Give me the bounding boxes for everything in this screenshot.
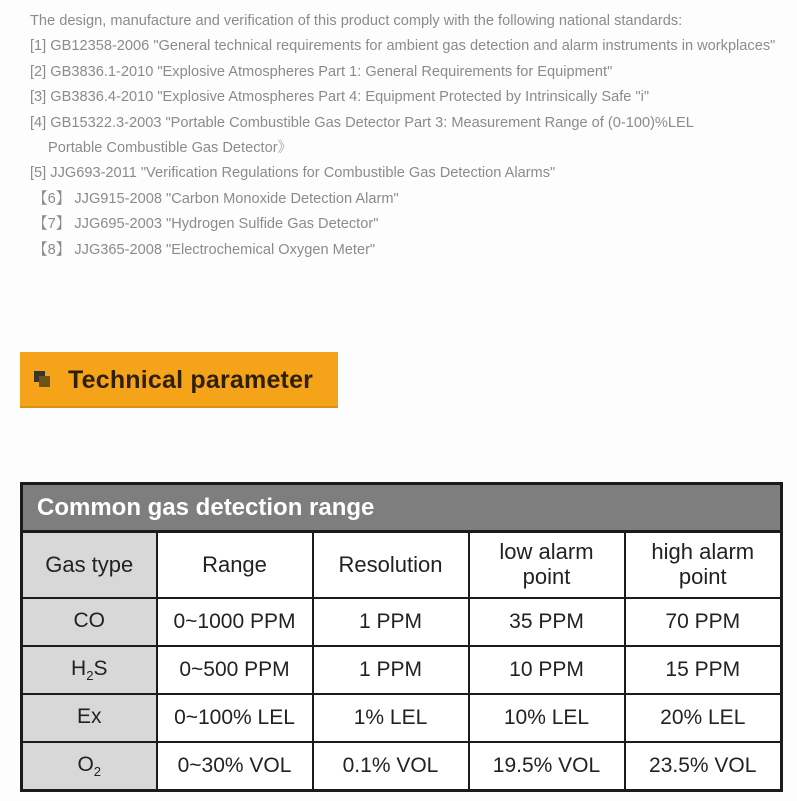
standards-line-7: 【7】 JJG695-2003 "Hydrogen Sulfide Gas Detector" — [33, 216, 379, 233]
gas-type-cell: Ex — [22, 694, 157, 742]
overlapping-squares-icon — [34, 371, 52, 389]
high-alarm-cell: 20% LEL — [625, 694, 782, 742]
table-title: Common gas detection range — [22, 484, 782, 532]
header-resolution: Resolution — [313, 532, 469, 599]
table-row-o2 — [22, 742, 782, 791]
standards-line-4: [4] GB15322.3-2003 "Portable Combustible Gas Detector Part 3: Measurement Range of (0-100)%LEL — [30, 114, 694, 131]
gas-type-cell: $O_2$ — [22, 742, 157, 791]
range-cell: 0~30% VOL — [157, 742, 313, 791]
standards-section — [30, 9, 793, 263]
table-row-ex — [22, 694, 782, 742]
low-alarm-cell: 19.5% VOL — [469, 742, 625, 791]
technical-parameter-heading — [20, 352, 338, 408]
standards-line-5: [5] JJG693-2011 "Verification Regulations for Combustible Gas Detection Alarms" — [30, 165, 556, 182]
range-cell: 0~100% LEL — [157, 694, 313, 742]
standards-line-1: [1] GB12358-2006 "General technical requirements for ambient gas detection and alarm instruments in workplaces" — [30, 38, 776, 55]
low-alarm-cell: 10% LEL — [469, 694, 625, 742]
standards-line-2: [2] GB3836.1-2010 "Explosive Atmospheres Part 1: General Requirements for Equipment" — [30, 63, 613, 80]
heading-label: Technical parameter — [68, 365, 314, 394]
table-row-co — [22, 598, 782, 646]
high-alarm-cell: 23.5% VOL — [625, 742, 782, 791]
gas-type-cell: $H_2S$ — [22, 646, 157, 694]
gas-detection-table — [20, 482, 783, 792]
standards-line-8: 【8】 JJG365-2008 "Electrochemical Oxygen Meter" — [33, 241, 376, 258]
header-range: Range — [157, 532, 313, 599]
resolution-cell: 1 PPM — [313, 646, 469, 694]
high-alarm-cell: 70 PPM — [625, 598, 782, 646]
gas-type-cell: CO — [22, 598, 157, 646]
range-cell: 0~1000 PPM — [157, 598, 313, 646]
header-high-alarm: high alarm point — [625, 532, 782, 599]
resolution-cell: 1% LEL — [313, 694, 469, 742]
header-low-alarm: low alarm point — [469, 532, 625, 599]
standards-line-6: 【6】 JJG915-2008 "Carbon Monoxide Detection Alarm" — [33, 190, 399, 207]
resolution-cell: 1 PPM — [313, 598, 469, 646]
standards-line-4-continuation: Portable Combustible Gas Detector》 — [48, 140, 293, 157]
resolution-cell: 0.1% VOL — [313, 742, 469, 791]
table-header-row — [22, 532, 782, 599]
standards-line-3: [3] GB3836.4-2010 "Explosive Atmospheres Part 4: Equipment Protected by Intrinsically Safe "i" — [30, 89, 650, 106]
header-gas-type: Gas type — [22, 532, 157, 599]
low-alarm-cell: 35 PPM — [469, 598, 625, 646]
table-title-row — [22, 484, 782, 532]
standards-intro: The design, manufacture and verification of this product comply with the following national standards: — [30, 13, 683, 29]
high-alarm-cell: 15 PPM — [625, 646, 782, 694]
table-row-h2s — [22, 646, 782, 694]
range-cell: 0~500 PPM — [157, 646, 313, 694]
low-alarm-cell: 10 PPM — [469, 646, 625, 694]
